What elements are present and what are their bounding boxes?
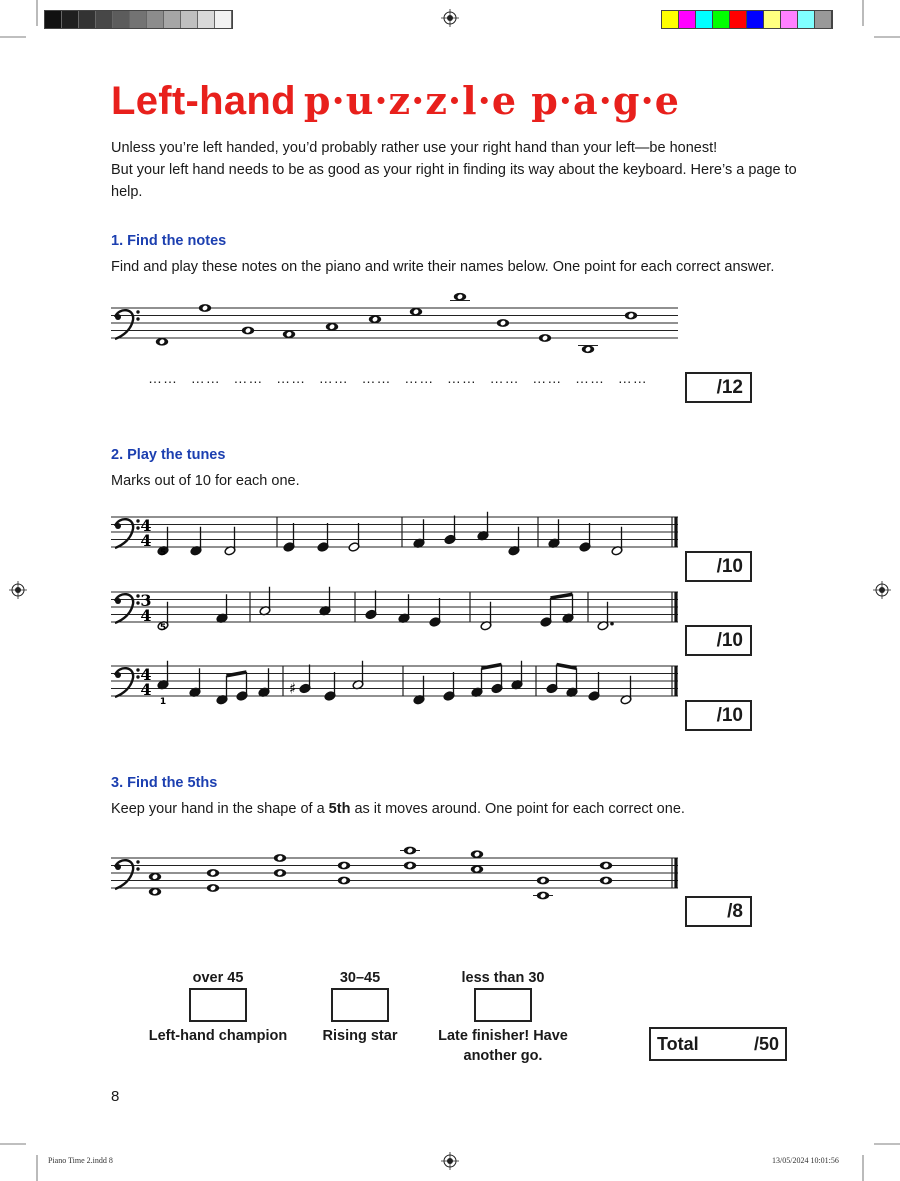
- intro-line-1: Unless you’re left handed, you’d probably rather use your right hand than your left—be honest!: [111, 140, 718, 156]
- answer-blank[interactable]: ……: [575, 370, 605, 386]
- section-3-score-box[interactable]: /8: [685, 896, 752, 927]
- time-sig-bottom: 4: [140, 606, 152, 625]
- dot: [610, 622, 614, 626]
- fingering: 1: [159, 697, 167, 707]
- rank-1-label: Left-hand champion: [148, 1028, 288, 1044]
- answer-blank[interactable]: ……: [489, 370, 520, 386]
- answer-blank[interactable]: ……: [318, 370, 349, 386]
- sharp-sign: ♯: [289, 679, 297, 698]
- answer-blank[interactable]: ……: [233, 370, 264, 386]
- section-1-instructions: Find and play these notes on the piano and write their names below. One point for each correct answer.: [111, 259, 775, 275]
- section-2-instructions: Marks out of 10 for each one.: [111, 473, 300, 489]
- fingering: 5: [159, 548, 167, 558]
- bass-clef-dot: [115, 523, 121, 529]
- rank-1-range: over 45: [192, 970, 244, 986]
- section-3-instructions: Keep your hand in the shape of a 5th as it moves around. One point for each correct one.: [111, 801, 685, 817]
- section-2-heading: 2. Play the tunes: [111, 447, 226, 463]
- bass-clef-dot: [136, 526, 139, 529]
- bass-clef-dot: [136, 519, 139, 522]
- slug-timestamp: 13/05/2024 10:01:56: [772, 1156, 839, 1165]
- beam: [227, 672, 247, 676]
- bass-clef-dot: [136, 867, 139, 870]
- time-sig-top: 3: [140, 591, 152, 610]
- fingering: 5: [159, 623, 167, 633]
- time-sig-top: 4: [140, 516, 152, 535]
- page-number: 8: [111, 1088, 120, 1105]
- rank-2-label: Rising star: [322, 1028, 398, 1044]
- rank-3-range: less than 30: [461, 970, 545, 986]
- bass-clef-dot: [136, 317, 139, 320]
- total-value: /50: [753, 1034, 779, 1054]
- answer-blank[interactable]: ……: [532, 370, 563, 386]
- tune-3-score-box[interactable]: /10: [685, 700, 752, 731]
- rank-2-range: 30–45: [339, 970, 381, 986]
- tune-2-score-box[interactable]: /10: [685, 625, 752, 656]
- bass-clef-dot: [136, 594, 139, 597]
- tune-1-score-box[interactable]: /10: [685, 551, 752, 582]
- time-sig-bottom: 4: [140, 531, 152, 550]
- answer-blank[interactable]: ……: [190, 370, 221, 386]
- intro-line-2: But your left hand needs to be as good as your right in finding its way about the keyboard. Here’s a page to help.: [111, 162, 797, 200]
- title-main: Left-hand: [111, 79, 296, 123]
- rank-3-label: Late finisher! Have another go.: [438, 1028, 568, 1064]
- time-sig-top: 4: [140, 665, 152, 684]
- answer-blank[interactable]: ……: [361, 370, 392, 386]
- bass-clef-dot: [136, 668, 139, 671]
- time-sig-bottom: 4: [140, 680, 152, 699]
- answer-blank[interactable]: ……: [617, 370, 648, 386]
- bass-clef-dot: [115, 864, 121, 870]
- title-puzzle: p·u·z·z·l·e p·a·g·e: [303, 78, 680, 123]
- slug-filename: Piano Time 2.indd 8: [48, 1156, 113, 1165]
- total-label: Total: [657, 1034, 699, 1054]
- bass-clef-dot: [136, 601, 139, 604]
- section-3-heading: 3. Find the 5ths: [111, 775, 218, 791]
- section-1-heading: 1. Find the notes: [111, 233, 227, 249]
- bass-clef-dot: [115, 598, 121, 604]
- answer-blank[interactable]: ……: [148, 370, 178, 386]
- answer-blank[interactable]: ……: [446, 370, 477, 386]
- bass-clef-dot: [115, 672, 121, 678]
- bass-clef-dot: [136, 310, 139, 313]
- bass-clef-dot: [115, 314, 121, 320]
- bass-clef-dot: [136, 675, 139, 678]
- beam: [482, 665, 502, 669]
- answer-blank[interactable]: ……: [276, 370, 307, 386]
- answer-blank[interactable]: ……: [404, 370, 435, 386]
- section-1-score-box[interactable]: /12: [685, 372, 752, 403]
- bass-clef-dot: [136, 860, 139, 863]
- beam: [557, 665, 577, 669]
- beam: [551, 594, 573, 598]
